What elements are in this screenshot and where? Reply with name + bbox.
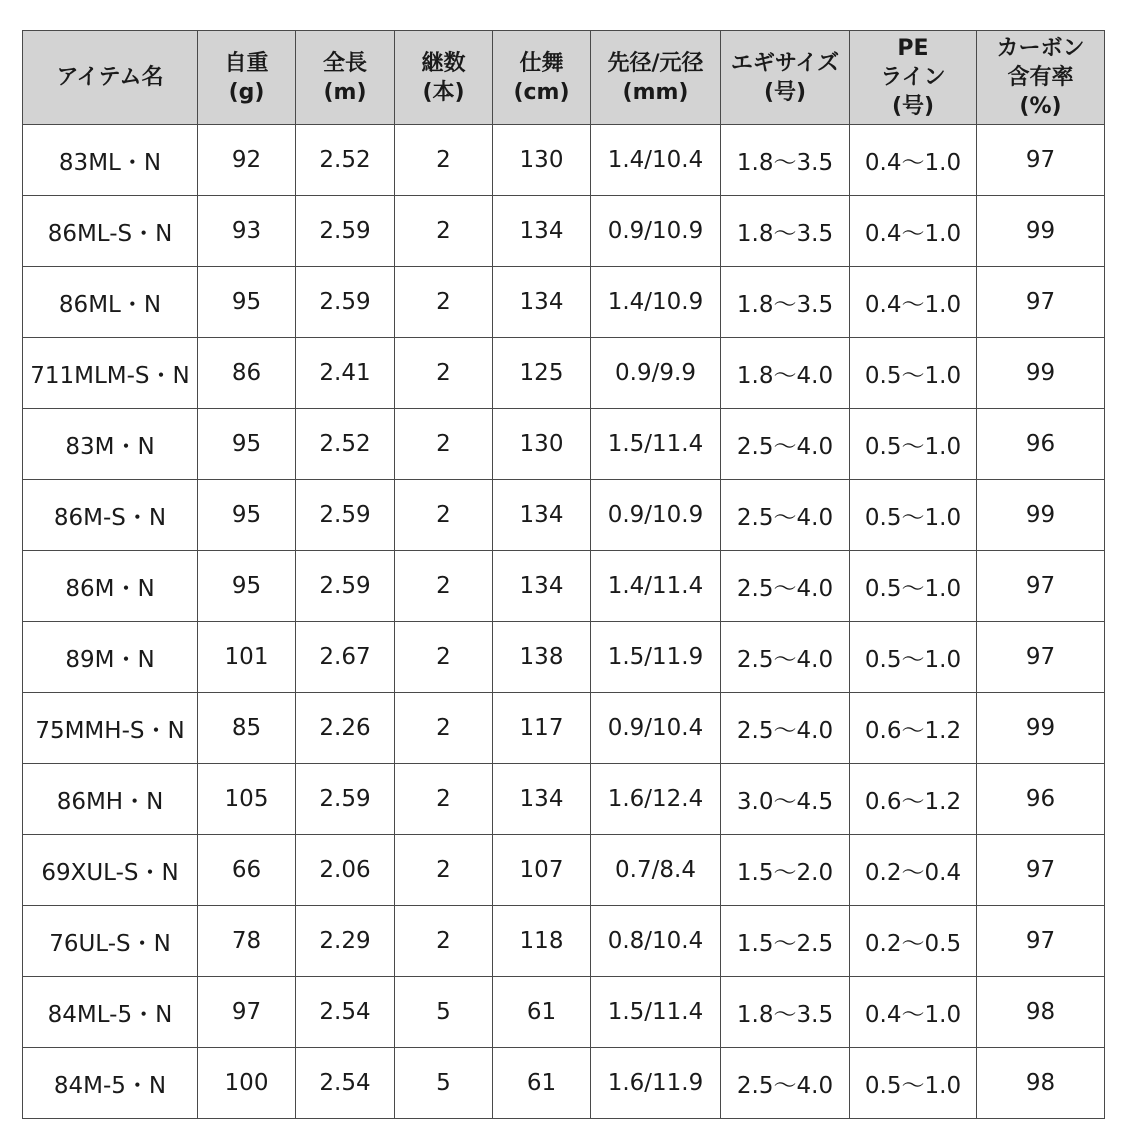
cell-closed-length: 134 [493, 480, 591, 551]
cell-pe-line: 0.5～1.0 [850, 551, 977, 622]
column-header-line: カーボン [996, 36, 1085, 61]
cell-weight: 95 [198, 551, 296, 622]
cell-carbon-content: 99 [977, 693, 1105, 764]
cell-item-name: 86ML・N [23, 267, 198, 338]
column-header-weight [198, 31, 296, 125]
cell-egi-size: 2.5～4.0 [721, 551, 850, 622]
cell-egi-size: 2.5～4.0 [721, 409, 850, 480]
cell-closed-length: 134 [493, 267, 591, 338]
cell-egi-size: 2.5～4.0 [721, 480, 850, 551]
column-header-line: (cm) [513, 79, 570, 105]
cell-weight: 105 [198, 764, 296, 835]
table-row [23, 1048, 1105, 1119]
cell-weight: 97 [198, 977, 296, 1048]
cell-egi-size: 1.8～3.5 [721, 196, 850, 267]
column-header-item-name [23, 31, 198, 125]
cell-carbon-content: 98 [977, 977, 1105, 1048]
cell-closed-length: 61 [493, 1048, 591, 1119]
cell-weight: 93 [198, 196, 296, 267]
cell-length: 2.59 [296, 551, 395, 622]
cell-carbon-content: 99 [977, 196, 1105, 267]
cell-pe-line: 0.4～1.0 [850, 196, 977, 267]
cell-length: 2.54 [296, 977, 395, 1048]
cell-closed-length: 134 [493, 551, 591, 622]
cell-length: 2.52 [296, 409, 395, 480]
cell-pieces: 2 [395, 267, 493, 338]
cell-pe-line: 0.4～1.0 [850, 977, 977, 1048]
column-header-line: PE [897, 36, 929, 61]
cell-pieces: 2 [395, 622, 493, 693]
cell-carbon-content: 98 [977, 1048, 1105, 1119]
cell-tip-butt-diameter: 0.9/10.9 [591, 480, 721, 551]
cell-carbon-content: 99 [977, 480, 1105, 551]
column-header-line: (号) [891, 94, 935, 119]
cell-closed-length: 134 [493, 764, 591, 835]
cell-weight: 95 [198, 480, 296, 551]
cell-tip-butt-diameter: 0.8/10.4 [591, 906, 721, 977]
cell-pe-line: 0.5～1.0 [850, 338, 977, 409]
column-header-line: 含有率 [1007, 65, 1074, 90]
cell-length: 2.06 [296, 835, 395, 906]
spec-table [22, 30, 1105, 1119]
column-header-line: (号) [763, 79, 807, 105]
cell-closed-length: 130 [493, 409, 591, 480]
cell-pe-line: 0.4～1.0 [850, 267, 977, 338]
cell-pe-line: 0.2～0.5 [850, 906, 977, 977]
table-row [23, 125, 1105, 196]
cell-length: 2.59 [296, 764, 395, 835]
cell-pe-line: 0.5～1.0 [850, 480, 977, 551]
cell-pieces: 2 [395, 693, 493, 764]
cell-weight: 85 [198, 693, 296, 764]
cell-egi-size: 1.5～2.5 [721, 906, 850, 977]
cell-item-name: 75MMH-S・N [23, 693, 198, 764]
cell-carbon-content: 97 [977, 551, 1105, 622]
cell-tip-butt-diameter: 0.9/10.9 [591, 196, 721, 267]
column-header-length [296, 31, 395, 125]
column-header-line: 自重 [224, 50, 269, 76]
cell-egi-size: 3.0～4.5 [721, 764, 850, 835]
cell-carbon-content: 97 [977, 835, 1105, 906]
cell-closed-length: 107 [493, 835, 591, 906]
cell-weight: 92 [198, 125, 296, 196]
cell-length: 2.52 [296, 125, 395, 196]
table-row [23, 409, 1105, 480]
cell-pieces: 2 [395, 338, 493, 409]
cell-item-name: 86ML-S・N [23, 196, 198, 267]
cell-tip-butt-diameter: 0.9/10.4 [591, 693, 721, 764]
cell-item-name: 711MLM-S・N [23, 338, 198, 409]
cell-tip-butt-diameter: 0.9/9.9 [591, 338, 721, 409]
table-row [23, 267, 1105, 338]
column-header-line: (mm) [622, 79, 689, 105]
cell-weight: 78 [198, 906, 296, 977]
column-header-carbon-content [977, 31, 1105, 125]
cell-item-name: 84ML-5・N [23, 977, 198, 1048]
cell-tip-butt-diameter: 1.5/11.4 [591, 409, 721, 480]
cell-item-name: 83M・N [23, 409, 198, 480]
table-row [23, 622, 1105, 693]
column-header-line: 仕舞 [519, 50, 564, 76]
cell-length: 2.29 [296, 906, 395, 977]
column-header-line: (m) [323, 79, 367, 105]
cell-item-name: 76UL-S・N [23, 906, 198, 977]
cell-egi-size: 1.8～4.0 [721, 338, 850, 409]
table-row [23, 977, 1105, 1048]
cell-tip-butt-diameter: 1.6/12.4 [591, 764, 721, 835]
cell-egi-size: 1.8～3.5 [721, 977, 850, 1048]
column-header-line: (%) [1019, 94, 1062, 119]
cell-egi-size: 2.5～4.0 [721, 1048, 850, 1119]
cell-pieces: 2 [395, 125, 493, 196]
cell-carbon-content: 96 [977, 409, 1105, 480]
table-row [23, 693, 1105, 764]
cell-tip-butt-diameter: 1.5/11.9 [591, 622, 721, 693]
cell-item-name: 89M・N [23, 622, 198, 693]
cell-weight: 95 [198, 409, 296, 480]
cell-weight: 95 [198, 267, 296, 338]
cell-length: 2.59 [296, 267, 395, 338]
column-header-line: (本) [422, 79, 465, 105]
cell-pieces: 2 [395, 409, 493, 480]
cell-closed-length: 138 [493, 622, 591, 693]
cell-tip-butt-diameter: 1.4/10.9 [591, 267, 721, 338]
cell-pieces: 2 [395, 835, 493, 906]
table-body [23, 125, 1105, 1119]
column-header-line: ライン [880, 65, 946, 90]
cell-egi-size: 2.5～4.0 [721, 693, 850, 764]
cell-item-name: 86M-S・N [23, 480, 198, 551]
cell-tip-butt-diameter: 1.4/10.4 [591, 125, 721, 196]
table-row [23, 906, 1105, 977]
table-row [23, 338, 1105, 409]
column-header-tip-butt-diameter [591, 31, 721, 125]
cell-item-name: 86M・N [23, 551, 198, 622]
cell-pe-line: 0.5～1.0 [850, 1048, 977, 1119]
cell-carbon-content: 97 [977, 125, 1105, 196]
column-header-line: エギサイズ [730, 50, 840, 76]
cell-pieces: 2 [395, 764, 493, 835]
column-header-closed-length [493, 31, 591, 125]
cell-pe-line: 0.4～1.0 [850, 125, 977, 196]
cell-pieces: 5 [395, 977, 493, 1048]
cell-carbon-content: 99 [977, 338, 1105, 409]
table-row [23, 196, 1105, 267]
cell-closed-length: 125 [493, 338, 591, 409]
cell-tip-butt-diameter: 1.4/11.4 [591, 551, 721, 622]
cell-egi-size: 1.8～3.5 [721, 125, 850, 196]
cell-egi-size: 2.5～4.0 [721, 622, 850, 693]
cell-item-name: 84M-5・N [23, 1048, 198, 1119]
cell-item-name: 69XUL-S・N [23, 835, 198, 906]
cell-egi-size: 1.5～2.0 [721, 835, 850, 906]
cell-tip-butt-diameter: 1.5/11.4 [591, 977, 721, 1048]
cell-pe-line: 0.6～1.2 [850, 764, 977, 835]
cell-length: 2.67 [296, 622, 395, 693]
column-header-pe-line [850, 31, 977, 125]
cell-carbon-content: 96 [977, 764, 1105, 835]
column-header-line: 先径/元径 [607, 50, 704, 76]
cell-carbon-content: 97 [977, 267, 1105, 338]
cell-pieces: 2 [395, 480, 493, 551]
cell-pe-line: 0.6～1.2 [850, 693, 977, 764]
cell-length: 2.41 [296, 338, 395, 409]
table-row [23, 480, 1105, 551]
cell-carbon-content: 97 [977, 622, 1105, 693]
cell-closed-length: 117 [493, 693, 591, 764]
cell-weight: 101 [198, 622, 296, 693]
cell-tip-butt-diameter: 1.6/11.9 [591, 1048, 721, 1119]
column-header-pieces [395, 31, 493, 125]
cell-weight: 100 [198, 1048, 296, 1119]
column-header-line: (g) [228, 79, 265, 105]
cell-carbon-content: 97 [977, 906, 1105, 977]
cell-egi-size: 1.8～3.5 [721, 267, 850, 338]
cell-length: 2.54 [296, 1048, 395, 1119]
cell-length: 2.59 [296, 480, 395, 551]
cell-pe-line: 0.5～1.0 [850, 409, 977, 480]
cell-length: 2.26 [296, 693, 395, 764]
cell-pieces: 2 [395, 906, 493, 977]
cell-tip-butt-diameter: 0.7/8.4 [591, 835, 721, 906]
cell-weight: 86 [198, 338, 296, 409]
cell-closed-length: 118 [493, 906, 591, 977]
header-row [23, 31, 1105, 125]
cell-pe-line: 0.2～0.4 [850, 835, 977, 906]
cell-pe-line: 0.5～1.0 [850, 622, 977, 693]
cell-item-name: 83ML・N [23, 125, 198, 196]
cell-weight: 66 [198, 835, 296, 906]
column-header-line: 全長 [322, 50, 367, 76]
column-header-line: アイテム名 [56, 65, 164, 90]
cell-item-name: 86MH・N [23, 764, 198, 835]
column-header-egi-size [721, 31, 850, 125]
cell-closed-length: 130 [493, 125, 591, 196]
table-row [23, 835, 1105, 906]
cell-length: 2.59 [296, 196, 395, 267]
table-row [23, 764, 1105, 835]
cell-pieces: 5 [395, 1048, 493, 1119]
cell-closed-length: 134 [493, 196, 591, 267]
cell-pieces: 2 [395, 551, 493, 622]
table-row [23, 551, 1105, 622]
table-header [23, 31, 1105, 125]
column-header-line: 継数 [421, 50, 466, 76]
cell-pieces: 2 [395, 196, 493, 267]
cell-closed-length: 61 [493, 977, 591, 1048]
